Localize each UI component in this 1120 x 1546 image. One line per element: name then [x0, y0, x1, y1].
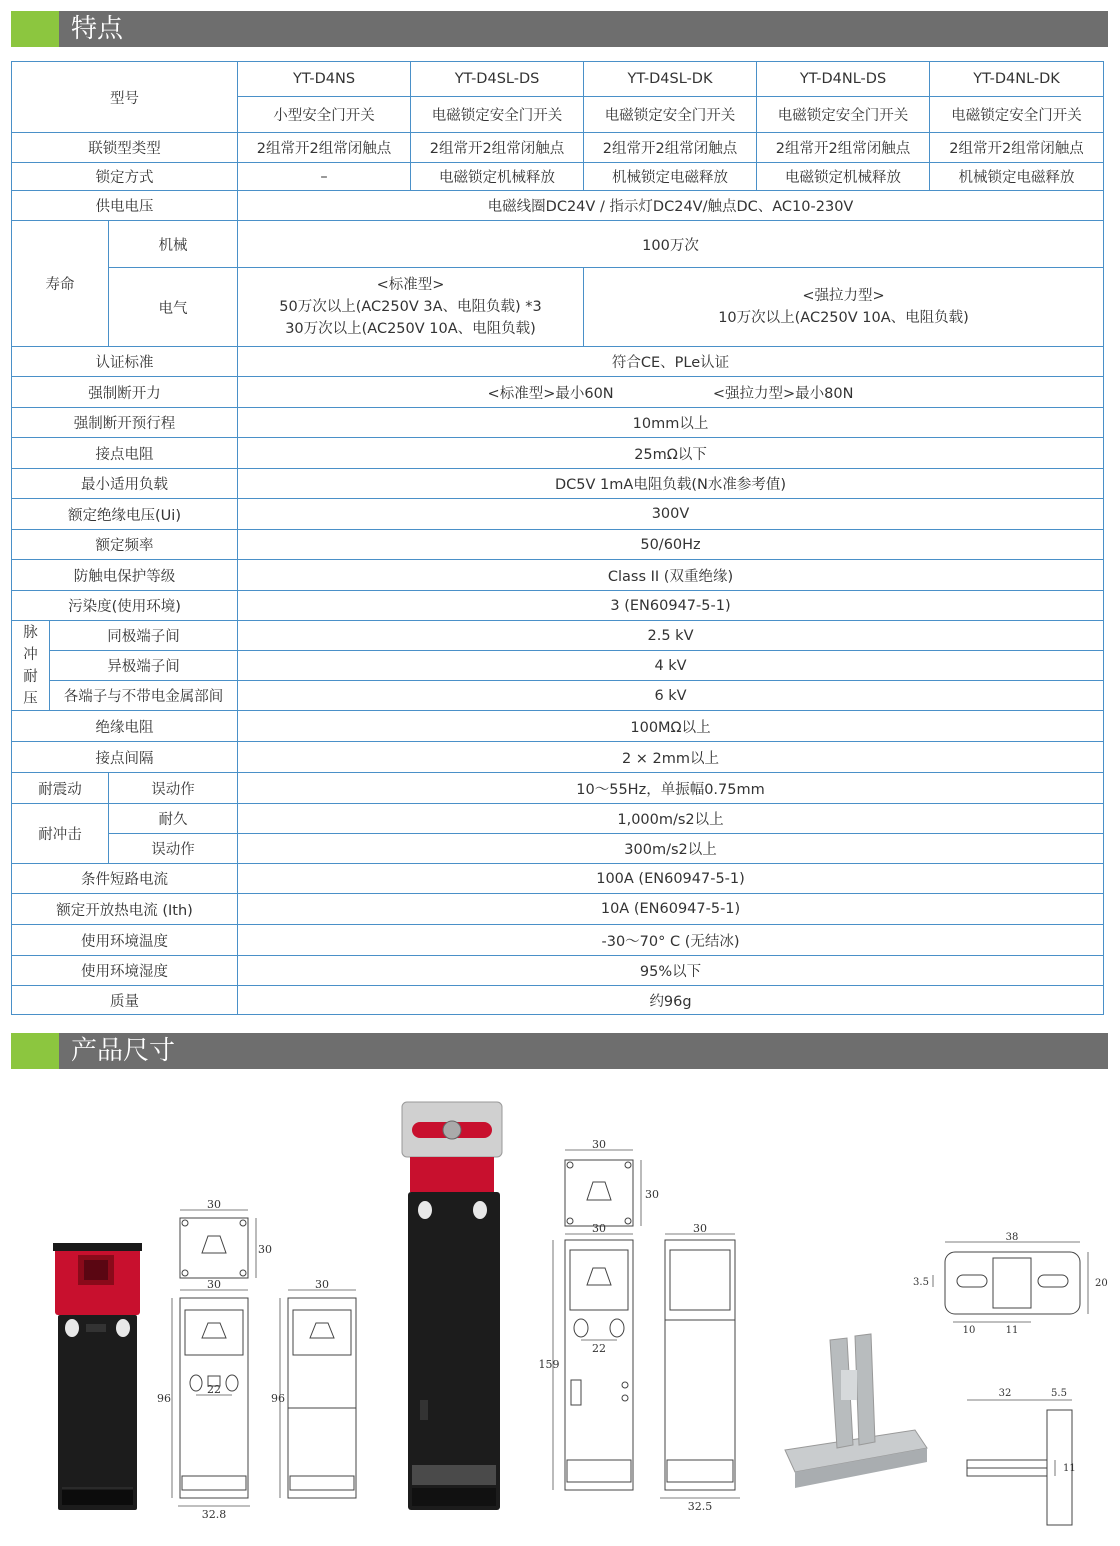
dim-key-w: 38: [1005, 1232, 1019, 1243]
cert-label: 认证标准: [12, 347, 238, 377]
mech-value: 100万次: [238, 221, 1104, 268]
dim-small-w-top: 30: [207, 1198, 221, 1211]
desc-1: 小型安全门开关: [238, 97, 411, 133]
impulse-diff-label: 异极端子间: [50, 651, 238, 681]
contact-res-label: 接点电阻: [12, 438, 238, 469]
impact-mis-value: 300m/s2以上: [238, 834, 1104, 864]
dim-large-hole: 22: [592, 1342, 606, 1355]
supply-value: 电磁线圈DC24V / 指示灯DC24V/触点DC、AC10-230V: [238, 191, 1104, 221]
contact-res-value: 25mΩ以下: [238, 438, 1104, 469]
section-title-dimensions: 产品尺寸: [71, 1036, 176, 1066]
lock-5: 机械锁定电磁释放: [930, 163, 1104, 191]
model-5: YT-D4NL-DK: [930, 62, 1104, 97]
dim-key-c: 11: [1063, 1463, 1076, 1474]
dim-key-b: 11: [1005, 1325, 1019, 1336]
section-header-dimensions: [11, 1033, 1108, 1069]
humid-label: 使用环境湿度: [12, 956, 238, 986]
elec-strong-title: <强拉力型>: [802, 288, 885, 304]
elec-strong-line1: 10万次以上(AC250V 10A、电阻负载): [718, 310, 969, 326]
model-3: YT-D4SL-DK: [584, 62, 757, 97]
model-label: 型号: [12, 62, 238, 133]
interlock-1: 2组常开2组常闭触点: [238, 133, 411, 163]
impulse-same-label: 同极端子间: [50, 621, 238, 651]
force-label: 强制断开力: [12, 377, 238, 408]
mass-label: 质量: [12, 986, 238, 1015]
dim-small-hole: 22: [207, 1383, 221, 1396]
impulse-label-char: 耐: [23, 668, 38, 685]
lock-1: –: [238, 163, 411, 191]
model-1: YT-D4NS: [238, 62, 411, 97]
impact-dur-label: 耐久: [109, 804, 238, 834]
interlock-2: 2组常开2组常闭触点: [411, 133, 584, 163]
model-2: YT-D4SL-DS: [411, 62, 584, 97]
dim-large-w-side: 30: [693, 1222, 707, 1235]
interlock-4: 2组常开2组常闭触点: [757, 133, 930, 163]
supply-label: 供电电压: [12, 191, 238, 221]
impact-label: 耐冲击: [12, 804, 109, 864]
elec-std-line1: 50万次以上(AC250V 3A、电阻负载) *3: [279, 299, 542, 315]
temp-label: 使用环境温度: [12, 925, 238, 956]
dim-small-w-side: 30: [315, 1278, 329, 1291]
cert-value: 符合CE、PLe认证: [238, 347, 1104, 377]
desc-5: 电磁锁定安全门开关: [930, 97, 1104, 133]
life-label: 寿命: [12, 221, 109, 347]
elec-strong-cell: [584, 268, 1104, 347]
dim-large-w-top: 30: [592, 1138, 606, 1151]
insul-res-value: 100MΩ以上: [238, 711, 1104, 742]
dim-small-bottom: 32.8: [201, 1508, 227, 1521]
temp-value: -30～70° C (无结冰): [238, 925, 1104, 956]
impulse-label-char: 脉: [23, 624, 38, 641]
vib-mis-value: 10～55Hz，单振幅0.75mm: [238, 773, 1104, 804]
insul-v-label: 额定绝缘电压(Ui): [12, 499, 238, 530]
force-std: <标准型>最小60N: [487, 385, 614, 402]
gap-label: 接点间隔: [12, 742, 238, 773]
humid-value: 95%以下: [238, 956, 1104, 986]
travel-label: 强制断开预行程: [12, 408, 238, 438]
dim-key-t: 5.5: [1051, 1388, 1067, 1399]
vib-label: 耐震动: [12, 773, 109, 804]
section-header-features: [11, 11, 1108, 47]
impulse-label-char: 冲: [23, 646, 38, 663]
interlock-label: 联锁型类型: [12, 133, 238, 163]
dim-large-w-front: 30: [592, 1222, 606, 1235]
section-title-features: 特点: [71, 14, 124, 44]
impulse-same-value: 2.5 kV: [238, 621, 1104, 651]
force-value: [238, 377, 1104, 408]
small-switch-drawing: [157, 1198, 360, 1521]
dim-key-slot: 3.5: [913, 1277, 929, 1288]
desc-3: 电磁锁定安全门开关: [584, 97, 757, 133]
vib-mis-label: 误动作: [109, 773, 238, 804]
header-accent: [11, 11, 59, 47]
elec-std-cell: [238, 268, 584, 347]
spec-table: [11, 61, 1104, 1015]
elec-std-line2: 30万次以上(AC250V 10A、电阻负载): [285, 321, 536, 337]
lock-3: 机械锁定电磁释放: [584, 163, 757, 191]
dim-key-a: 10: [962, 1325, 976, 1336]
gap-value: 2 × 2mm以上: [238, 742, 1104, 773]
dim-large-h-front: 159: [538, 1358, 560, 1371]
large-switch-photo: [400, 1100, 510, 1512]
desc-4: 电磁锁定安全门开关: [757, 97, 930, 133]
dim-small-h-side: 96: [271, 1392, 285, 1405]
travel-value: 10mm以上: [238, 408, 1104, 438]
dim-key-len: 32: [998, 1388, 1012, 1399]
min-load-value: DC5V 1mA电阻负载(N水准参考值): [238, 469, 1104, 499]
freq-label: 额定频率: [12, 530, 238, 560]
impulse-label: [12, 621, 50, 711]
elec-label: 电气: [109, 268, 238, 347]
mech-label: 机械: [109, 221, 238, 268]
actuator-drawing: [905, 1230, 1115, 1474]
header-accent: [11, 1033, 59, 1069]
dim-key-h: 20: [1095, 1278, 1108, 1289]
freq-value: 50/60Hz: [238, 530, 1104, 560]
model-4: YT-D4NL-DS: [757, 62, 930, 97]
impulse-metal-label: 各端子与不带电金属部间: [50, 681, 238, 711]
dim-large-h-top: 30: [645, 1188, 659, 1201]
dim-large-bottom: 32.5: [687, 1500, 713, 1513]
elec-std-title: <标准型>: [376, 277, 445, 293]
shock-prot-value: Class II (双重绝缘): [238, 560, 1104, 591]
short-label: 条件短路电流: [12, 864, 238, 894]
shock-prot-label: 防触电保护等级: [12, 560, 238, 591]
ith-value: 10A (EN60947-5-1): [238, 894, 1104, 925]
interlock-5: 2组常开2组常闭触点: [930, 133, 1104, 163]
dimension-drawings: [0, 1080, 1120, 1520]
desc-2: 电磁锁定安全门开关: [411, 97, 584, 133]
short-value: 100A (EN60947-5-1): [238, 864, 1104, 894]
impulse-diff-value: 4 kV: [238, 651, 1104, 681]
mass-value: 约96g: [238, 986, 1104, 1015]
small-switch-photo: [50, 1240, 145, 1510]
pollution-value: 3 (EN60947-5-1): [238, 591, 1104, 621]
min-load-label: 最小适用负载: [12, 469, 238, 499]
interlock-3: 2组常开2组常闭触点: [584, 133, 757, 163]
dim-small-h-top: 30: [258, 1243, 272, 1256]
lock-label: 锁定方式: [12, 163, 238, 191]
lock-4: 电磁锁定机械释放: [757, 163, 930, 191]
impact-mis-label: 误动作: [109, 834, 238, 864]
lock-2: 电磁锁定机械释放: [411, 163, 584, 191]
large-switch-drawing: [535, 1140, 750, 1520]
dim-small-h-front: 96: [157, 1392, 171, 1405]
ith-label: 额定开放热电流 (Ith): [12, 894, 238, 925]
impact-dur-value: 1,000m/s2以上: [238, 804, 1104, 834]
impulse-metal-value: 6 kV: [238, 681, 1104, 711]
force-strong: <强拉力型>最小80N: [712, 385, 854, 402]
impulse-label-char: 压: [23, 690, 38, 707]
insul-res-label: 绝缘电阻: [12, 711, 238, 742]
insul-v-value: 300V: [238, 499, 1104, 530]
pollution-label: 污染度(使用环境): [12, 591, 238, 621]
dim-small-w-front: 30: [207, 1278, 221, 1291]
